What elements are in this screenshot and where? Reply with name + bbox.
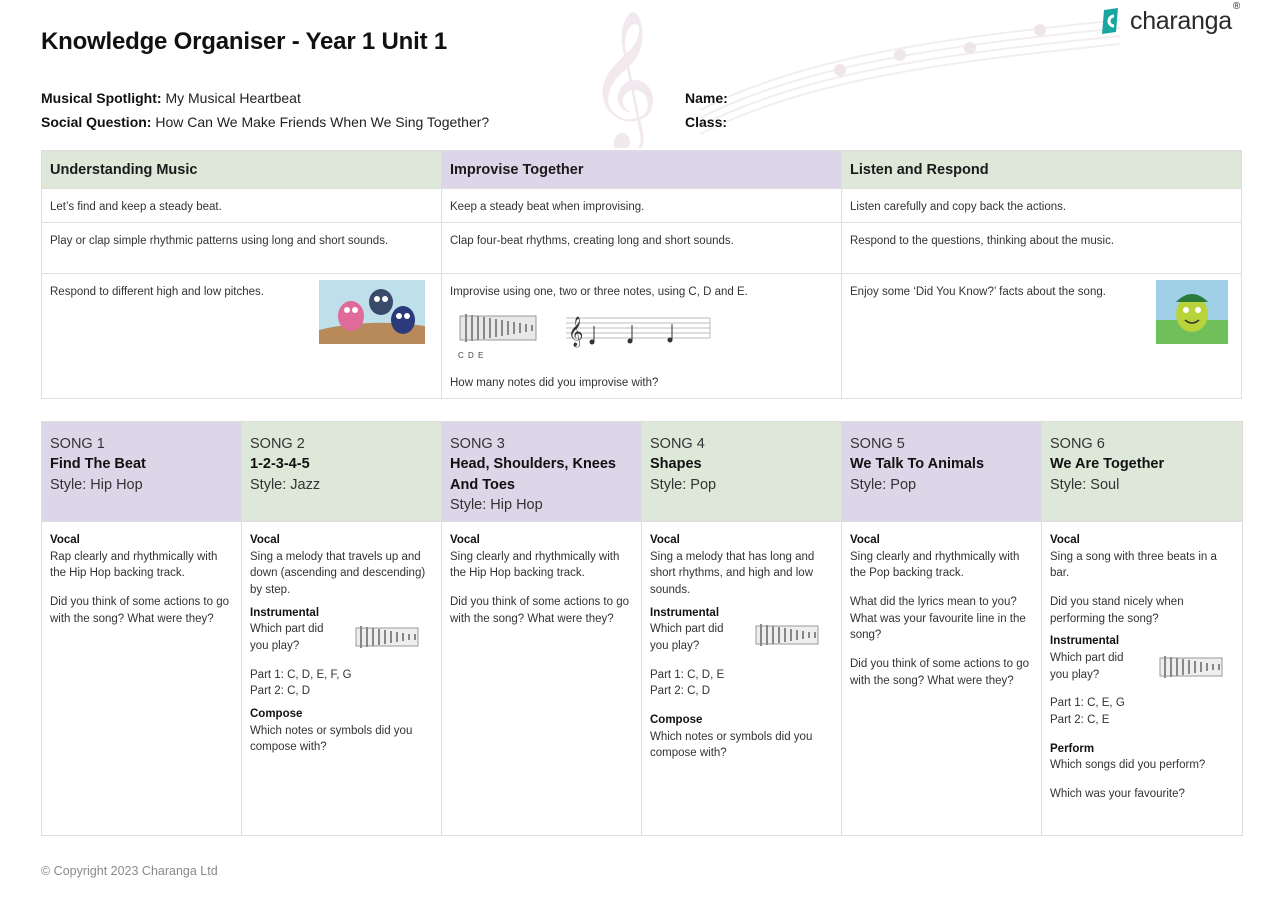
song-header: SONG 3 Head, Shoulders, Knees And Toes Style: Hip Hop xyxy=(442,422,642,522)
part-2: Part 2: C, D xyxy=(250,685,311,698)
social-question xyxy=(41,114,489,130)
birds-illustration xyxy=(319,280,425,344)
compose-label: Compose xyxy=(250,708,303,721)
overview-cell: Play or clap simple rhythmic patterns using long and short sounds. xyxy=(42,223,442,274)
heading-listen-and-respond: Listen and Respond xyxy=(842,151,1242,189)
song-header: SONG 5 We Talk To Animals Style: Pop xyxy=(842,422,1042,522)
question-value: How Can We Make Friends When We Sing Together? xyxy=(155,114,490,130)
improvise-question: How many notes did you improvise with? xyxy=(450,377,659,389)
svg-text:𝄞: 𝄞 xyxy=(588,10,659,148)
part-1: Part 1: C, E, G xyxy=(1050,697,1125,710)
instrumental-text: Which part did you play? xyxy=(650,623,724,653)
instrumental-label: Instrumental xyxy=(1050,635,1120,648)
vocal-text: Sing clearly and rhythmically with the Hip Hop backing track. xyxy=(450,550,620,580)
vocal-text: Sing a melody that has long and short rhythms, and high and low sounds. xyxy=(650,550,815,597)
xylophone-image xyxy=(1158,652,1224,682)
overview-cell: Keep a steady beat when improvising. xyxy=(442,189,842,223)
song-question: Did you stand nicely when performing the song? xyxy=(1050,596,1184,625)
copyright-text: © Copyright 2023 Charanga Ltd xyxy=(41,864,218,878)
perform-text-2: Which was your favourite? xyxy=(1050,788,1185,801)
vocal-text: Rap clearly and rhythmically with the Hip Hop backing track. xyxy=(50,550,218,580)
overview-cell: Respond to the questions, thinking about the music. xyxy=(842,223,1242,274)
song-header: SONG 6 We Are Together Style: Soul xyxy=(1042,422,1243,522)
class-field[interactable]: Class: xyxy=(685,114,728,130)
vocal-text: Sing a melody that travels up and down (ascending and descending) by step. xyxy=(250,550,426,597)
pitches-text: Respond to different high and low pitches. xyxy=(50,286,264,298)
part-2: Part 2: C, E xyxy=(1050,714,1110,727)
charanga-logo xyxy=(1100,0,1240,36)
instrumental-label: Instrumental xyxy=(650,606,720,619)
part-1: Part 1: C, D, E xyxy=(650,668,725,681)
instrumental-label: Instrumental xyxy=(250,606,320,619)
spotlight-label: Musical Spotlight: xyxy=(41,90,162,106)
song-question: What did the lyrics mean to you? What was your favourite line in the song? xyxy=(850,596,1026,642)
heading-improvise-together: Improvise Together xyxy=(442,151,842,189)
xylophone-image xyxy=(754,620,820,650)
vocal-label: Vocal xyxy=(250,534,280,546)
song-question: Did you think of some actions to go with the song? What were they? xyxy=(450,596,629,625)
svg-text:𝄞: 𝄞 xyxy=(568,317,584,347)
overview-cell: Clap four-beat rhythms, creating long and short sounds. xyxy=(442,223,842,274)
xylophone-image xyxy=(458,310,538,346)
music-staff-image xyxy=(566,314,714,348)
song-details xyxy=(1042,522,1243,836)
page-title: Knowledge Organiser - Year 1 Unit 1 xyxy=(41,28,448,55)
overview-cell xyxy=(42,274,442,399)
song-details xyxy=(842,522,1042,836)
vocal-label: Vocal xyxy=(1050,534,1080,546)
improvise-text: Improvise using one, two or three notes, using C, D and E. xyxy=(450,286,748,298)
overview-cell: Let’s find and keep a steady beat. xyxy=(42,189,442,223)
part-2: Part 2: C, D xyxy=(650,685,711,698)
song-header: SONG 4 Shapes Style: Pop xyxy=(642,422,842,522)
perform-label: Perform xyxy=(1050,742,1095,755)
heading-understanding-music: Understanding Music xyxy=(42,151,442,189)
overview-table xyxy=(41,150,1242,399)
overview-cell xyxy=(842,274,1242,399)
song-question: Did you think of some actions to go with the song? What were they? xyxy=(50,596,229,625)
songs-table xyxy=(41,421,1243,836)
song-question-2: Did you think of some actions to go with the song? What were they? xyxy=(850,658,1029,687)
part-1: Part 1: C, D, E, F, G xyxy=(250,668,352,681)
overview-cell: Listen carefully and copy back the actions. xyxy=(842,189,1242,223)
vocal-text: Sing a song with three beats in a bar. xyxy=(1050,550,1217,580)
compose-text: Which notes or symbols did you compose with? xyxy=(250,724,413,754)
vocal-label: Vocal xyxy=(850,534,880,546)
song-header: SONG 2 1-2-3-4-5 Style: Jazz xyxy=(242,422,442,522)
charanga-logo-icon xyxy=(1100,6,1128,36)
vocal-label: Vocal xyxy=(50,534,80,546)
song-details xyxy=(242,522,442,836)
instrumental-text: Which part did you play? xyxy=(1050,652,1124,681)
instrumental-text: Which part did you play? xyxy=(250,623,324,653)
xylophone-note-labels: C D E xyxy=(458,351,485,360)
song-details xyxy=(642,522,842,836)
xylophone-image xyxy=(354,622,420,652)
song-details xyxy=(442,522,642,836)
did-you-know-text: Enjoy some ‘Did You Know?’ facts about the song. xyxy=(850,286,1106,298)
song-header: SONG 1 Find The Beat Style: Hip Hop xyxy=(42,422,242,522)
compose-label: Compose xyxy=(650,714,703,727)
perform-text: Which songs did you perform? xyxy=(1050,759,1206,772)
compose-text: Which notes or symbols did you compose with? xyxy=(650,730,813,760)
vocal-label: Vocal xyxy=(650,534,680,546)
question-label: Social Question: xyxy=(41,114,152,130)
vocal-text: Sing clearly and rhythmically with the Pop backing track. xyxy=(850,550,1020,580)
spotlight-value: My Musical Heartbeat xyxy=(165,90,301,106)
name-field[interactable]: Name: xyxy=(685,90,728,106)
song-details xyxy=(42,522,242,836)
musical-spotlight xyxy=(41,90,301,106)
character-illustration xyxy=(1156,280,1228,344)
logo-wordmark: charanga® xyxy=(1130,0,1240,35)
vocal-label: Vocal xyxy=(450,534,480,546)
overview-cell xyxy=(442,274,842,399)
music-notes-decoration xyxy=(580,0,1140,148)
